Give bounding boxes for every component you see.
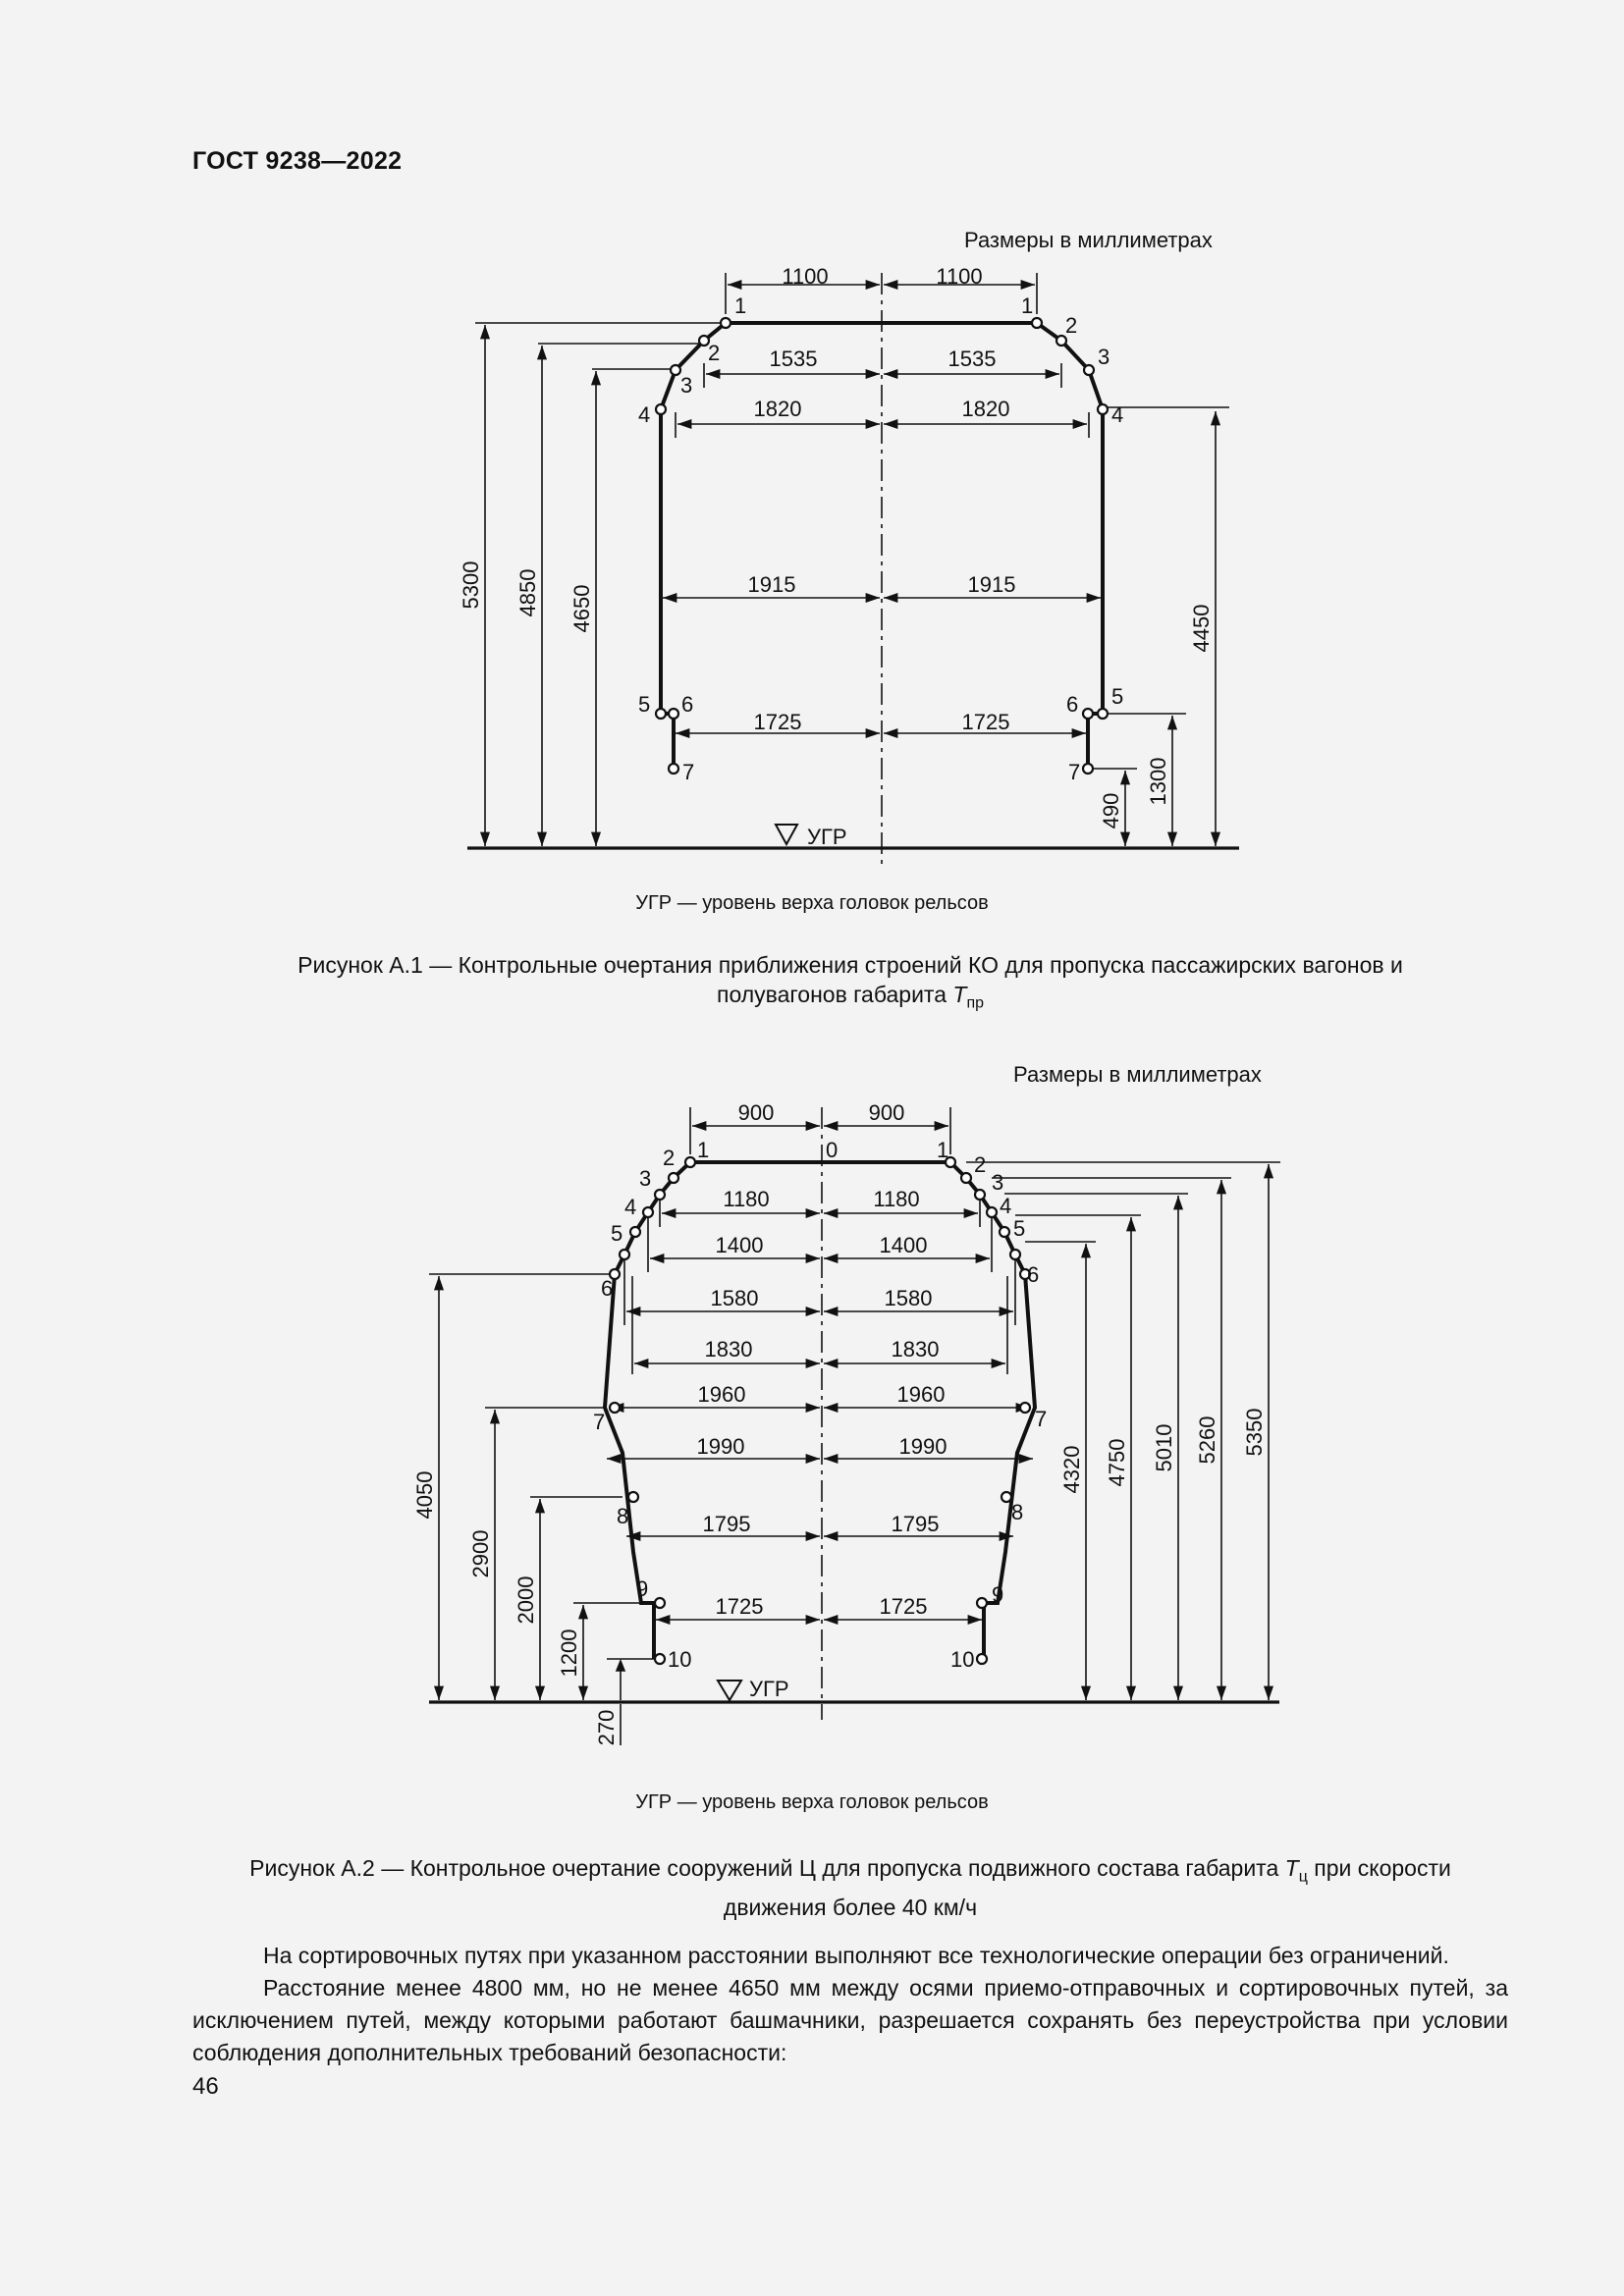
svg-text:4050: 4050 xyxy=(412,1470,437,1520)
svg-text:2: 2 xyxy=(1065,313,1078,338)
svg-text:1580: 1580 xyxy=(710,1286,759,1310)
svg-text:5: 5 xyxy=(638,692,651,717)
svg-text:1960: 1960 xyxy=(896,1382,946,1407)
svg-text:4: 4 xyxy=(624,1195,637,1219)
fig1-rail-label: УГР xyxy=(807,825,847,849)
svg-text:1180: 1180 xyxy=(873,1187,920,1211)
svg-text:1990: 1990 xyxy=(696,1434,745,1459)
fig2-caption xyxy=(192,1853,1508,1922)
svg-text:4750: 4750 xyxy=(1105,1438,1129,1487)
dim-4450: 4450 xyxy=(1189,604,1214,653)
svg-text:9: 9 xyxy=(992,1582,1004,1607)
svg-text:270: 270 xyxy=(594,1709,619,1746)
svg-text:1990: 1990 xyxy=(898,1434,947,1459)
dim-1300: 1300 xyxy=(1146,757,1170,806)
svg-text:1: 1 xyxy=(937,1138,949,1162)
fig2-dim-lines xyxy=(607,1126,1033,1620)
svg-text:3: 3 xyxy=(680,373,693,398)
dim-490: 490 xyxy=(1099,792,1123,829)
svg-text:5350: 5350 xyxy=(1242,1408,1267,1457)
svg-text:1: 1 xyxy=(697,1138,710,1162)
dim-4850: 4850 xyxy=(515,568,540,617)
svg-text:1830: 1830 xyxy=(891,1337,940,1362)
dim-1100-right: 1100 xyxy=(936,264,983,289)
svg-text:3: 3 xyxy=(639,1166,652,1191)
fig2-point-labels xyxy=(593,1138,1047,1672)
svg-text:1960: 1960 xyxy=(697,1382,746,1407)
svg-text:5: 5 xyxy=(1013,1216,1026,1241)
svg-text:900: 900 xyxy=(868,1100,905,1125)
fig2-points xyxy=(610,1157,1030,1664)
svg-text:1180: 1180 xyxy=(723,1187,770,1211)
svg-text:3: 3 xyxy=(992,1170,1004,1195)
svg-text:2900: 2900 xyxy=(468,1529,493,1578)
fig1-caption-line1: Рисунок А.1 — Контрольные очертания приближения строений КО для пропуска пассажирских вагонов и xyxy=(298,952,1403,978)
svg-text:5260: 5260 xyxy=(1195,1415,1219,1465)
fig2-legend: УГР — уровень верха головок рельсов xyxy=(635,1791,989,1813)
svg-text:5: 5 xyxy=(611,1221,623,1246)
paragraph-1: На сортировочных путях при указанном расстоянии выполняют все технологические операции без ограничений. xyxy=(263,1943,1449,1968)
svg-text:4: 4 xyxy=(638,402,651,427)
svg-text:9: 9 xyxy=(636,1576,649,1601)
svg-text:0: 0 xyxy=(826,1138,839,1162)
fig1-caption-line2: полувагонов габарита $T_{пр}$ xyxy=(716,982,985,1012)
svg-text:6: 6 xyxy=(1066,692,1079,717)
page-number: 46 xyxy=(192,2073,219,2100)
svg-text:7: 7 xyxy=(1035,1407,1048,1431)
document-header: ГОСТ 9238—2022 xyxy=(192,147,403,175)
svg-text:5010: 5010 xyxy=(1152,1423,1176,1472)
paragraph-2: Расстояние менее 4800 мм, но не менее 4650 мм между осями приемо-отправочных и сортировочных путей, за исключением путей, между которыми работают башмачники, разрешается сохранять без переустройства при условии соблюдения дополнительных требований безопасности: xyxy=(192,1975,1508,2065)
dim-1535-left: 1535 xyxy=(769,347,818,371)
svg-text:7: 7 xyxy=(593,1410,606,1434)
svg-text:1200: 1200 xyxy=(557,1629,581,1678)
dim-1820-right: 1820 xyxy=(961,397,1010,421)
svg-text:8: 8 xyxy=(1011,1500,1024,1524)
svg-text:2000: 2000 xyxy=(514,1575,538,1625)
dim-5300: 5300 xyxy=(459,561,483,610)
dim-1915-right: 1915 xyxy=(967,572,1016,597)
fig2-caption-line2: движения более 40 км/ч xyxy=(723,1894,978,1920)
svg-text:3: 3 xyxy=(1098,345,1110,369)
svg-text:1830: 1830 xyxy=(704,1337,753,1362)
svg-text:8: 8 xyxy=(617,1504,629,1528)
svg-text:1400: 1400 xyxy=(715,1233,764,1257)
svg-text:10: 10 xyxy=(950,1647,975,1672)
fig2-units-note: Размеры в миллиметрах xyxy=(1013,1062,1262,1087)
fig2-caption-line1: Рисунок А.2 — Контрольное очертание сооружений Ц для пропуска подвижного состава габарита $T_ц$ при скорости xyxy=(249,1855,1451,1886)
svg-text:1400: 1400 xyxy=(879,1233,928,1257)
svg-text:4: 4 xyxy=(1000,1194,1012,1218)
svg-text:1725: 1725 xyxy=(715,1594,764,1619)
svg-text:6: 6 xyxy=(681,692,694,717)
body-text xyxy=(192,1940,1508,2069)
dim-1725-left: 1725 xyxy=(753,710,802,734)
svg-text:2: 2 xyxy=(974,1152,987,1177)
svg-text:1795: 1795 xyxy=(702,1512,751,1536)
svg-text:1: 1 xyxy=(734,294,747,318)
fig1-units-note: Размеры в миллиметрах xyxy=(964,228,1213,252)
svg-text:5: 5 xyxy=(1111,684,1124,709)
svg-text:7: 7 xyxy=(682,760,695,784)
dim-1100-left: 1100 xyxy=(782,264,829,289)
dim-1915-left: 1915 xyxy=(747,572,796,597)
svg-text:1795: 1795 xyxy=(891,1512,940,1536)
svg-text:2: 2 xyxy=(663,1146,676,1170)
fig1-legend: УГР — уровень верха головок рельсов xyxy=(635,892,989,914)
svg-text:4: 4 xyxy=(1111,402,1124,427)
svg-text:900: 900 xyxy=(737,1100,775,1125)
svg-text:6: 6 xyxy=(601,1276,614,1301)
svg-text:10: 10 xyxy=(668,1647,692,1672)
dim-1535-right: 1535 xyxy=(947,347,997,371)
svg-text:1725: 1725 xyxy=(879,1594,928,1619)
svg-text:2: 2 xyxy=(708,341,721,365)
dim-1820-left: 1820 xyxy=(753,397,802,421)
svg-text:6: 6 xyxy=(1027,1262,1040,1287)
svg-text:1: 1 xyxy=(1021,294,1034,318)
fig2-rail-label: УГР xyxy=(749,1677,789,1701)
svg-text:1580: 1580 xyxy=(884,1286,933,1310)
svg-text:7: 7 xyxy=(1068,760,1081,784)
dim-4650: 4650 xyxy=(569,584,594,633)
dim-1725-right: 1725 xyxy=(961,710,1010,734)
svg-text:4320: 4320 xyxy=(1059,1445,1084,1494)
